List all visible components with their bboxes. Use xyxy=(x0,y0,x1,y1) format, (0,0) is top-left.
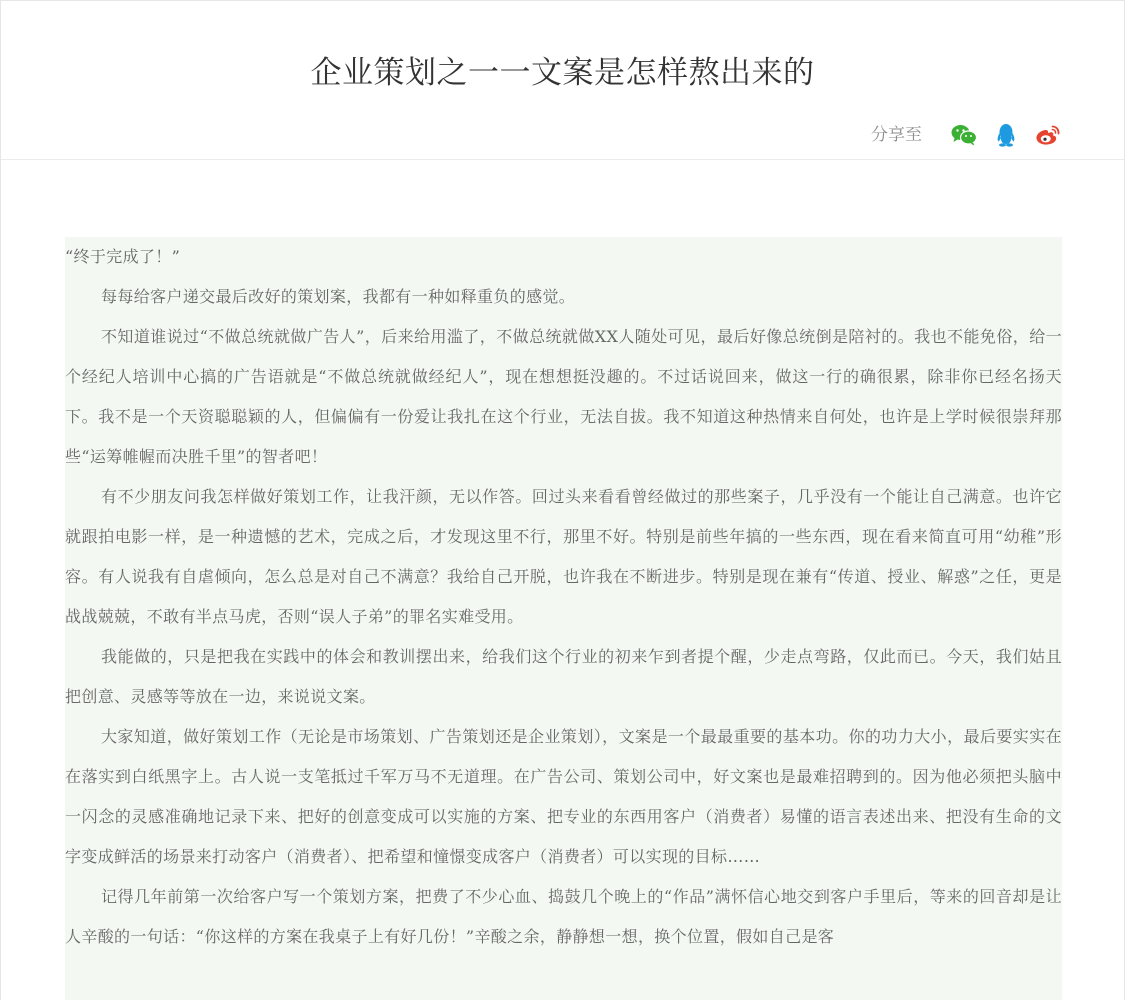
wechat-icon[interactable] xyxy=(950,121,978,149)
article-paragraph: 每每给客户递交最后改好的策划案，我都有一种如释重负的感觉。 xyxy=(101,287,576,306)
article-paragraph: 记得几年前第一次给客户写一个策划方案，把费了不少心血、捣鼓几个晚上的“作品”满怀信心地交到客户手里后，等来的回音却是让人辛酸的一句话：“你这样的方案在我桌子上有好几份！”辛酸之余，静静想一想，换个位置，假如自己是客 xyxy=(65,887,1062,946)
article-body xyxy=(65,237,1062,1000)
article-title: 企业策划之一一文案是怎样熬出来的 xyxy=(310,55,815,91)
article-paragraph: 有不少朋友问我怎样做好策划工作，让我汗颜，无以作答。回过头来看看曾经做过的那些案子，几乎没有一个能让自己满意。也许它就跟拍电影一样，是一种遗憾的艺术，完成之后，才发现这里不行，那里不好。特别是前些年搞的一些东西，现在看来简直可用“幼稚”形容。有人说我有自虐倾向，怎么总是对自己不满意？我给自己开脱，也许我在不断进步。特别是现在兼有“传道、授业、解惑”之任，更是战战兢兢，不敢有半点马虎，否则“误人子弟”的罪名实难受用。 xyxy=(65,487,1062,626)
weibo-icon[interactable] xyxy=(1034,121,1062,149)
share-bar xyxy=(871,121,1062,149)
article-paragraph: 大家知道，做好策划工作（无论是市场策划、广告策划还是企业策划），文案是一个最最重要的基本功。你的功力大小，最后要实实在在落实到白纸黑字上。古人说一支笔抵过千军万马不无道理。在广告公司、策划公司中，好文案也是最难招聘到的。因为他必须把头脑中一闪念的灵感准确地记录下来、把好的创意变成可以实施的方案、把专业的东西用客户（消费者）易懂的语言表述出来、把没有生命的文字变成鲜活的场景来打动客户（消费者）、把希望和憧憬变成客户（消费者）可以实现的目标…… xyxy=(65,727,1062,866)
qq-icon[interactable] xyxy=(992,121,1020,149)
article-header xyxy=(1,1,1124,160)
article-paragraph: 不知道谁说过“不做总统就做广告人”，后来给用滥了，不做总统就做XX人随处可见，最后好像总统倒是陪衬的。我也不能免俗，给一个经纪人培训中心搞的广告语就是“不做总统就做经纪人”，现在想想挺没趣的。不过话说回来，做这一行的确很累，除非你已经名扬天下。我不是一个天资聪聪颖的人，但偏偏有一份爱让我扎在这个行业，无法自拔。我不知道这种热情来自何处，也许是上学时候很崇拜那些“运筹帷幄而决胜千里”的智者吧！ xyxy=(65,327,1062,466)
share-label: 分享至 xyxy=(871,125,922,145)
article-paragraph: “终于完成了！” xyxy=(65,247,181,266)
article-paragraph: 我能做的，只是把我在实践中的体会和教训摆出来，给我们这个行业的初来乍到者提个醒，少走点弯路，仅此而已。今天，我们姑且把创意、灵感等等放在一边，来说说文案。 xyxy=(65,647,1062,706)
